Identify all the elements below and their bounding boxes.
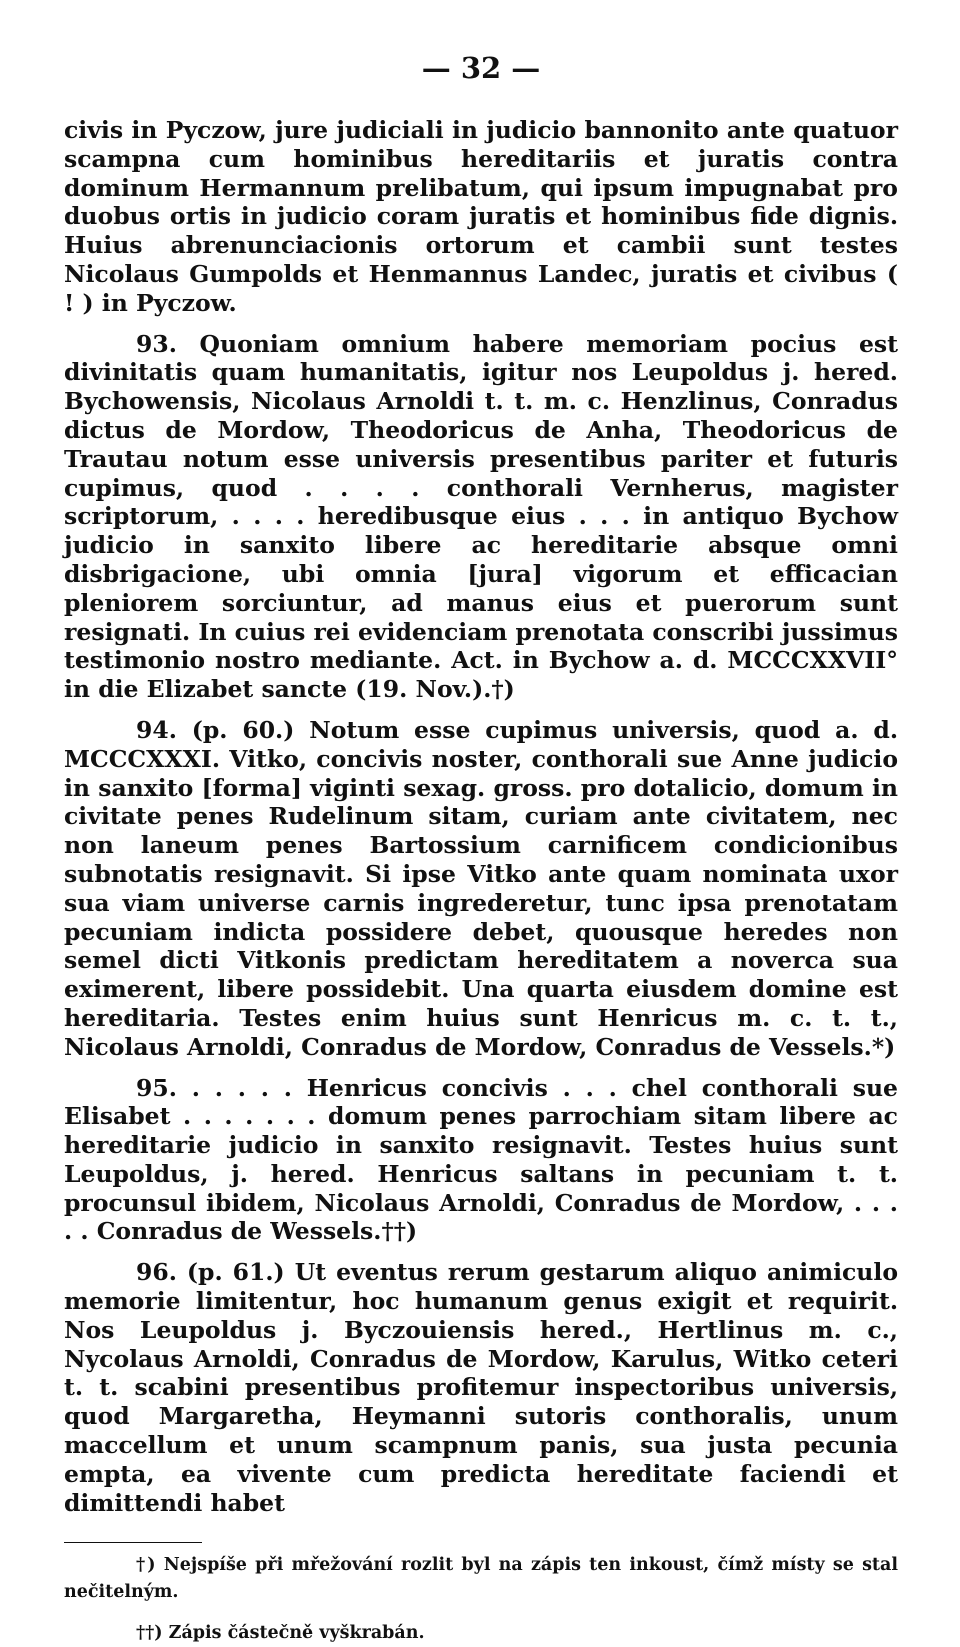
paragraph-95: 95. . . . . . Henricus concivis . . . chel conthorali sue Elisabet . . . . . . . domum penes parrochiam sitam libere ac hereditarie judicio in sanxito resignavit. Testes huius sunt Leupoldus, j. hered. Henricus saltans in pecuniam t. t. procunsul ibidem, Nicolaus Arnoldi, Conradus de Mordow, . . . . . Conradus de Wessels.††) <box>64 1073 898 1246</box>
paragraph-continuation: civis in Pyczow, jure judiciali in judicio bannonito ante quatuor scampna cum hominibus hereditariis et juratis contra dominum Hermannum prelibatum, qui ipsum impugnabat pro duobus ortis in judicio coram juratis et hominibus fide dignis. Huius abrenunciacionis ortorum et cambii sunt testes Nicolaus Gumpolds et Henmannus Landec, juratis et civibus ( ! ) in Pyczow. <box>64 116 898 317</box>
main-text <box>64 116 898 1517</box>
footnote-2: ††) Zápis částečně vyškrabán. <box>136 1623 425 1644</box>
footnote-divider <box>64 1542 202 1543</box>
paragraph-96: 96. (p. 61.) Ut eventus rerum gestarum aliquo animiculo memorie limitentur, hoc humanum genus exigit et requirit. Nos Leupoldus j. Byczouiensis hered., Hertlinus m. c., Nycolaus Arnoldi, Conradus de Mordow, Karulus, Witko ceteri t. t. scabini presentibus profitemur inspectoribus universis, quod Margaretha, Heymanni sutoris conthoralis, unum maccellum et unum scampnum panis, sua justa pecunia empta, ea vivente cum predicta hereditate faciendi et dimittendi habet <box>64 1258 898 1517</box>
footnotes <box>64 1552 898 1647</box>
paragraph-93: 93. Quoniam omnium habere memoriam pocius est divinitatis quam humanitatis, igitur nos Leupoldus j. hered. Bychowensis, Nicolaus Arnoldi t. t. m. c. Henzlinus, Conradus dictus de Mordow, Theodoricus de Anha, Theodoricus de Trautau notum esse universis presentibus pariter et futuris cupimus, quod . . . . conthorali Vernherus, magister scriptorum, . . . . heredibusque eius . . . in antiquo Bychow judicio in sanxito libere ac hereditarie absque omni disbrigacione, ubi omnia [jura] vigorum et efficacian pleniorem sorciuntur, ad manus eius et puerorum sunt resignati. In cuius rei evidenciam prenotata conscribi jussimus testimonio nostro mediante. Act. in Bychow a. d. MCCCXXVII° in die Elizabet sancte (19. Nov.).†) <box>64 329 898 704</box>
page-number: — 32 — <box>421 51 541 85</box>
paragraph-94: 94. (p. 60.) Notum esse cupimus universis, quod a. d. MCCCXXXI. Vitko, concivis noster, conthorali sue Anne judicio in sanxito [forma] viginti sexag. gross. pro dotalicio, domum in civitate penes Rudelinum sitam, curiam ante civitatem, nec non laneum penes Bartossium carnificem condicionibus subnotatis resignavit. Si ipse Vitko ante quam nominata uxor sua viam universe carnis ingrederetur, tunc ipsa prenotatam pecuniam indicta possidere debet, quousque heredes non semel dicti Vitkonis predictam hereditatem a noverca sua eximerent, libere possidebit. Una quarta eiusdem domine est hereditaria. Testes enim huius sunt Henricus m. c. t. t., Nicolaus Arnoldi, Conradus de Mordow, Conradus de Vessels.*) <box>64 715 898 1061</box>
footnote-1: †) Nejspíše při mřežování rozlit byl na zápis ten inkoust, čímž místy se stal nečitelným. <box>64 1555 898 1603</box>
